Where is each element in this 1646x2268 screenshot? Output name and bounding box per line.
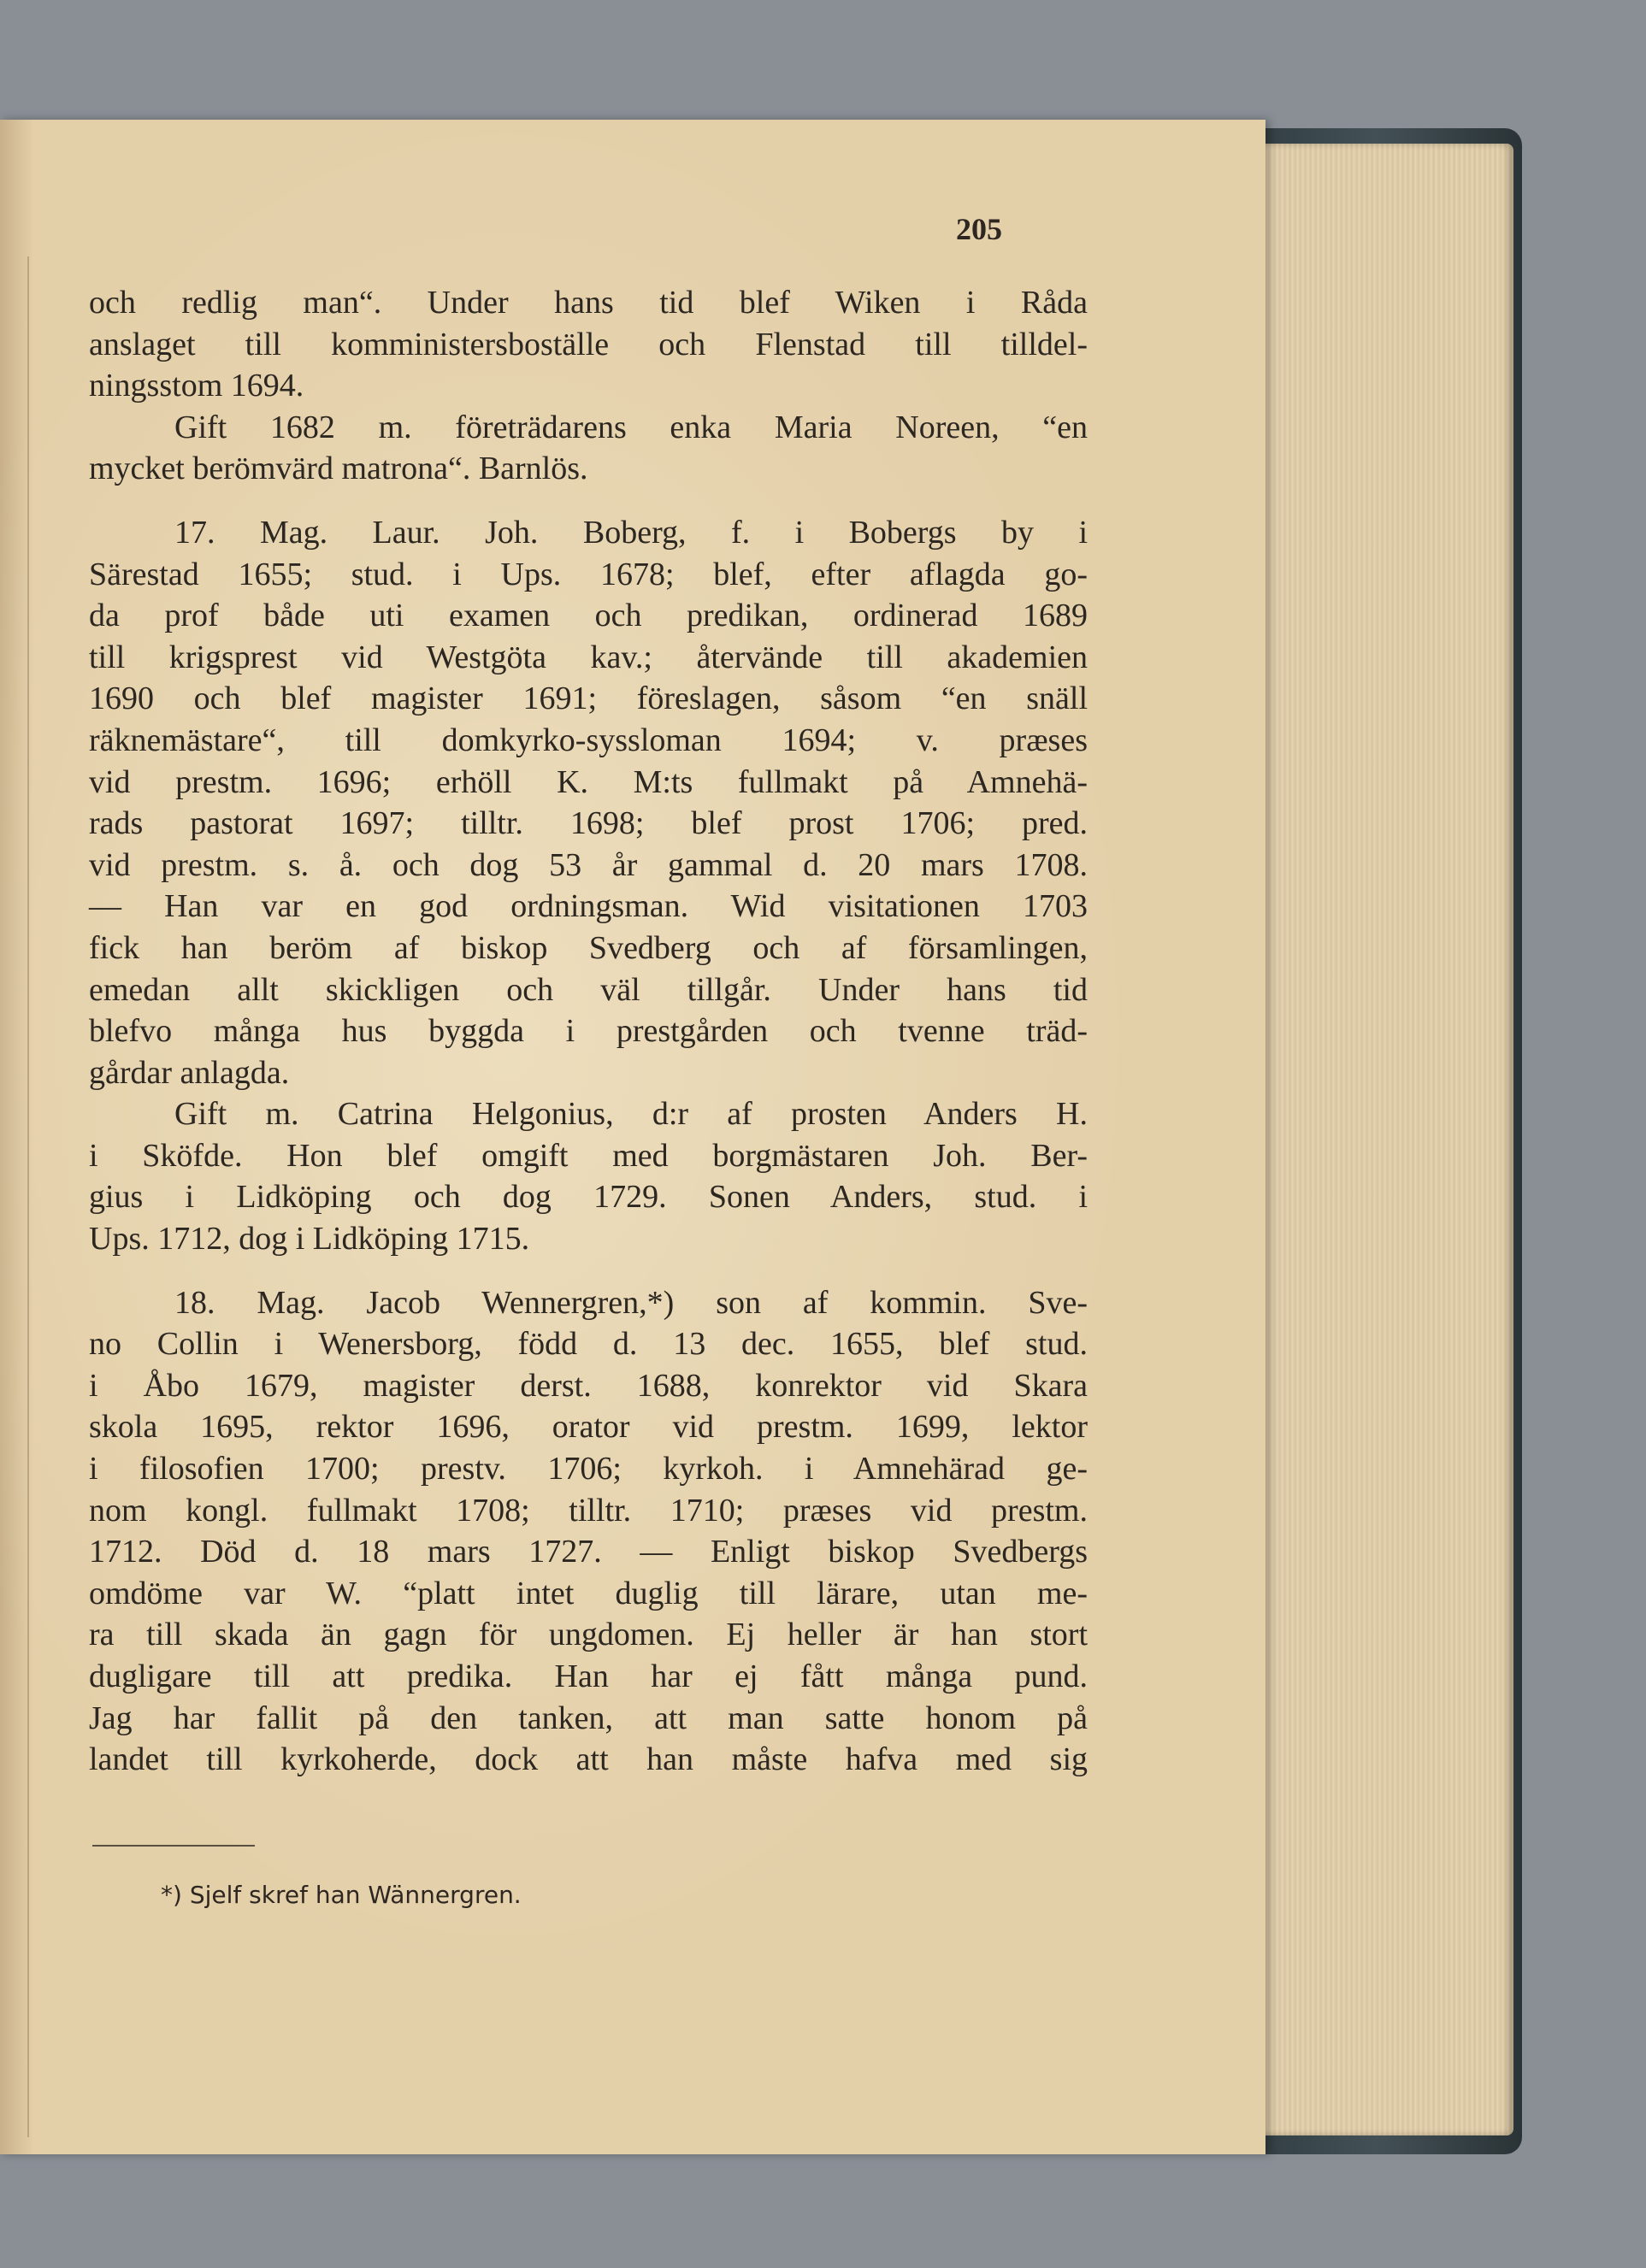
text-line: Gift 1682 m. företrädarens enka Maria Noreen, “en [174,409,1088,445]
text-line: 18. Mag. Jacob Wennergren,*) son af kommin. Sve- [174,1284,1088,1321]
footnote-rule [92,1845,255,1847]
text-line: i filosofien 1700; prestv. 1706; kyrkoh. i Amnehärad ge- [89,1451,1088,1487]
text-line: rads pastorat 1697; tilltr. 1698; blef prost 1706; pred. [89,805,1088,842]
text-line: vid prestm. s. å. och dog 53 år gammal d. 20 mars 1708. [89,846,1088,883]
text-line: Jag har fallit på den tanken, att man satte honom på [89,1700,1088,1736]
text-line: ra till skada än gagn för ungdomen. Ej heller är han stort [89,1617,1088,1653]
text-line: ningsstom 1694. [89,368,304,404]
text-line: nom kongl. fullmakt 1708; tilltr. 1710; præses vid prestm. [89,1492,1088,1529]
text-line: till krigsprest vid Westgöta kav.; återvände till akademien [89,639,1088,675]
footnote: *) Sjelf skref han Wännergren. [161,1881,522,1909]
text-line: da prof både uti examen och predikan, ordinerad 1689 [89,598,1088,634]
text-line: dugligare till att predika. Han har ej fått många pund. [89,1658,1088,1694]
text-line: 17. Mag. Laur. Joh. Boberg, f. i Bobergs by i [174,514,1088,551]
page-number: 205 [956,212,1002,246]
text-line: räknemästare“, till domkyrko-syssloman 1694; v. præses [89,722,1088,758]
text-line: omdöme var W. “platt intet duglig till lärare, utan me- [89,1575,1088,1611]
text-line: emedan allt skickligen och väl tillgår. Under hans tid [89,971,1088,1008]
text-line: fick han beröm af biskop Svedberg och af församlingen, [89,929,1088,966]
text-line: Gift m. Catrina Helgonius, d:r af prosten Anders H. [174,1096,1088,1133]
body-text [89,282,1088,1781]
text-line: gårdar anlagda. [89,1054,290,1091]
page-edges [1231,144,1513,2135]
text-line: landet till kyrkoherde, dock att han måste hafva med sig [89,1741,1088,1778]
text-line: — Han var en god ordningsman. Wid visitationen 1703 [89,888,1088,925]
text-line: vid prestm. 1696; erhöll K. M:ts fullmakt på Amnehä- [89,763,1088,800]
text-line: 1690 och blef magister 1691; föreslagen, såsom “en snäll [89,680,1088,717]
text-line: i Sköfde. Hon blef omgift med borgmästaren Joh. Ber- [89,1137,1088,1174]
text-line: 1712. Död d. 18 mars 1727. — Enligt biskop Svedbergs [89,1534,1088,1570]
text-line: Särestad 1655; stud. i Ups. 1678; blef, efter aflagda go- [89,556,1088,592]
gutter-shadow [27,256,29,2137]
text-line: anslaget till komministersboställe och Flenstad till tilldel- [89,326,1088,362]
text-line: Ups. 1712, dog i Lidköping 1715. [89,1221,530,1258]
text-line: och redlig man“. Under hans tid blef Wiken i Råda [89,285,1088,321]
text-line: no Collin i Wenersborg, född d. 13 dec. 1655, blef stud. [89,1326,1088,1363]
text-line: i Åbo 1679, magister derst. 1688, konrektor vid Skara [89,1367,1088,1404]
text-line: mycket berömvärd matrona“. Barnlös. [89,451,588,487]
text-line: skola 1695, rektor 1696, orator vid prestm. 1699, lektor [89,1409,1088,1446]
text-line: blefvo många hus byggda i prestgården och tvenne träd- [89,1013,1088,1050]
text-line: gius i Lidköping och dog 1729. Sonen Anders, stud. i [89,1179,1088,1216]
